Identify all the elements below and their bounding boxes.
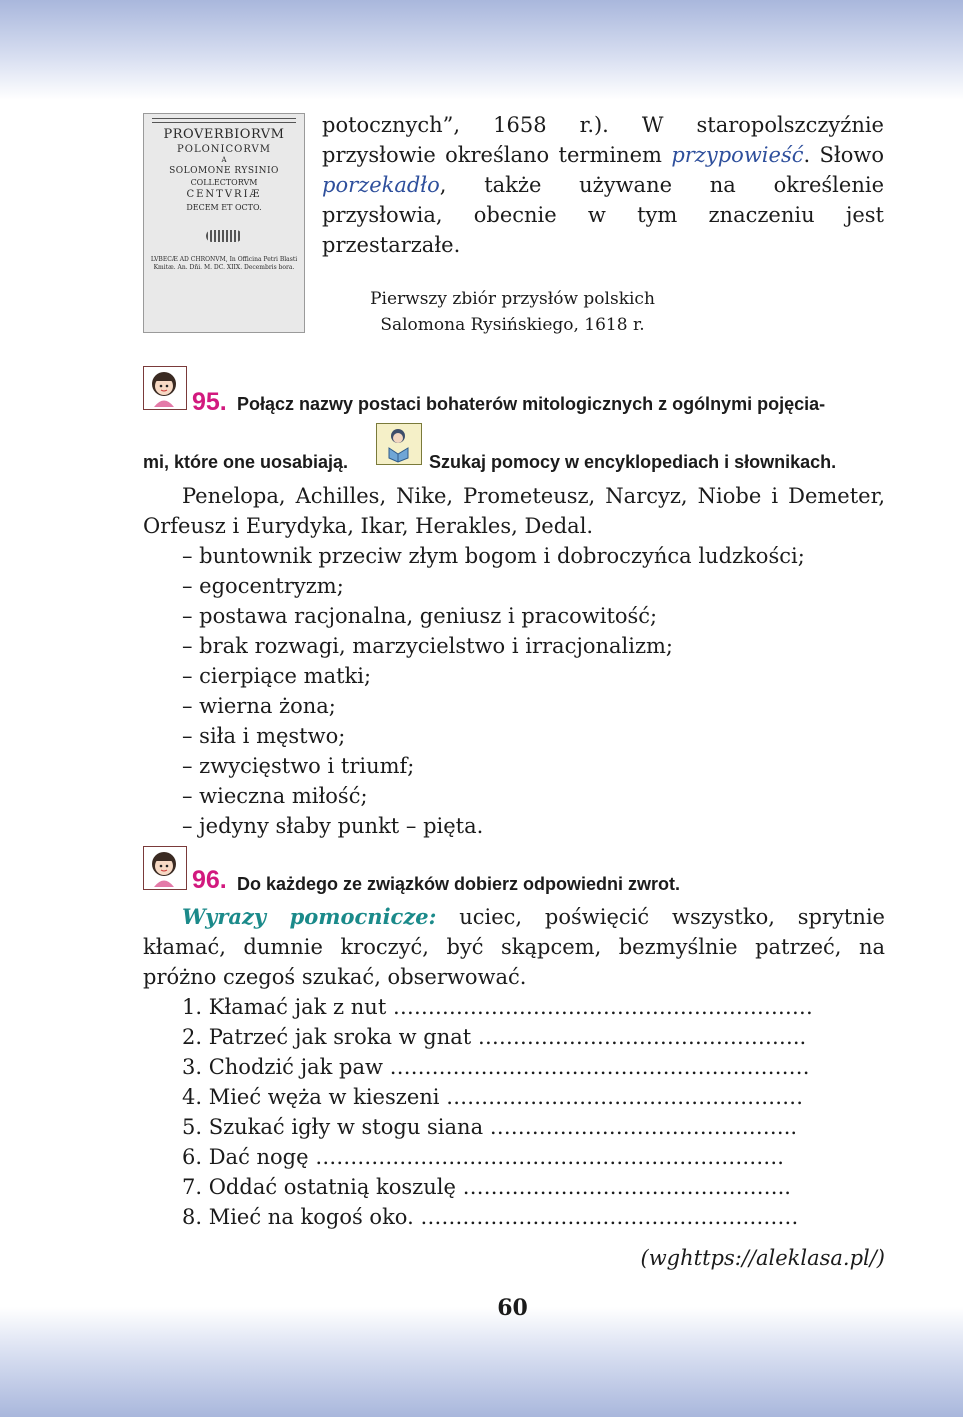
concept-item: – postawa racjonalna, geniusz i pracowitość; [182,604,658,628]
exercise-96-instruction: Do każdego ze związków dobierz odpowiedni zwrot. [237,874,681,894]
exercise-95-body [143,481,885,841]
idiom-item: 1. Kłamać jak z nut …………………………………………………… [182,995,813,1019]
term-przypowiesc: przypowieść [671,143,804,167]
page-number: 60 [497,1295,528,1321]
exercise-95-number: 95. [192,388,227,416]
idiom-item: 3. Chodzić jak paw …………………………………………………… [182,1055,810,1079]
concept-item: – cierpiące matki; [182,664,372,688]
cover-subtitle: POLONICORVM [177,144,271,155]
term-porzekadlo: porzekadło [322,173,440,197]
intro-part1: potocznych”, 1658 r.). W staropolszczyźnie przysłowie określano terminem [322,113,884,167]
book-cover-image [143,113,305,333]
cover-imprint: LVBECÆ AD CHRONVM, In Officina Petri Blasti Kmitæ. An. Dñi. M. DC. XIIX. Decembris bora. [150,256,298,271]
top-gradient-band [0,0,963,100]
caption-line-1: Pierwszy zbiór przysłów polskich [370,289,655,309]
concept-item: – wieczna miłość; [182,784,368,808]
concept-item: – egocentryzm; [182,574,344,598]
idiom-item: 7. Oddać ostatnią koszulę ……………………………………….. [182,1175,791,1199]
cover-author: SOLOMONE RYSINIO [169,166,279,176]
concept-item: – wierna żona; [182,694,336,718]
idiom-item: 2. Patrzeć jak sroka w gnat ……………………………………….. [182,1025,807,1049]
cover-ornament [206,230,242,242]
image-caption [320,286,705,338]
reading-book-icon [376,423,422,465]
bottom-gradient-band [0,1307,963,1417]
concept-item: – jedyny słaby punkt – pięta. [182,814,484,838]
concept-item: – siła i męstwo; [182,724,346,748]
intro-paragraph [322,110,884,260]
helper-words-label: Wyrazy pomocnicze: [182,904,437,929]
idiom-item: 4. Mieć węża w kieszeni …………………………………………… [182,1085,804,1109]
helper-words-paragraph [143,902,885,992]
mythology-names: Penelopa, Achilles, Nike, Prometeusz, Narcyz, Niobe i Demeter, Orfeusz i Eurydyka, Ikar, Herakles, Dedal. [143,484,885,538]
concept-item: – zwycięstwo i triumf; [182,754,415,778]
cover-centuriae: CENTVRIÆ [186,189,262,200]
cover-collector: COLLECTORVM [190,178,258,187]
intro-part2: . Słowo [803,143,884,167]
cover-decem: DECEM ET OCTO. [186,203,262,212]
exercise-95-instruction-line1: Połącz nazwy postaci bohaterów mitologicznych z ogólnymi pojęcia- [237,394,826,414]
idiom-item: 8. Mieć na kogoś oko. ……………………………………………… [182,1205,799,1229]
helper-words-list: uciec, poświęcić wszystko, sprytnie kłamać, dumnie kroczyć, być skąpcem, bezmyślnie patrzeć, na próżno czegoś szukać, obserwować. [143,905,885,989]
idiom-item: 5. Szukać igły w stogu siana …………………………………….. [182,1115,798,1139]
concept-item: – brak rozwagi, marzycielstwo i irracjonalizm; [182,634,674,658]
exercise-95-instruction-line2: mi, które one uosabiają. [143,452,349,472]
cover-a: A [221,156,227,164]
cover-title: PROVERBIORVM [163,127,285,142]
student-girl-icon [143,846,187,890]
concept-item: – buntownik przeciw złym bogom i dobroczyńca ludzkości; [182,544,805,568]
idiom-item: 6. Dać nogę …………………………………………………………. [182,1145,784,1169]
source-credit: (wghttps://aleklasa.pl/) [640,1246,885,1270]
exercise-95-hint: Szukaj pomocy w encyklopediach i słownikach. [429,452,837,472]
cover-rule [152,118,296,123]
student-girl-icon [143,366,187,410]
exercise-96-number: 96. [192,866,227,894]
intro-part3: , także używane na określenie przysłowia, obecnie w tym znaczeniu jest przestarzałe. [322,173,884,257]
caption-line-2: Salomona Rysińskiego, 1618 r. [380,315,645,335]
exercise-96-body [143,902,885,1232]
